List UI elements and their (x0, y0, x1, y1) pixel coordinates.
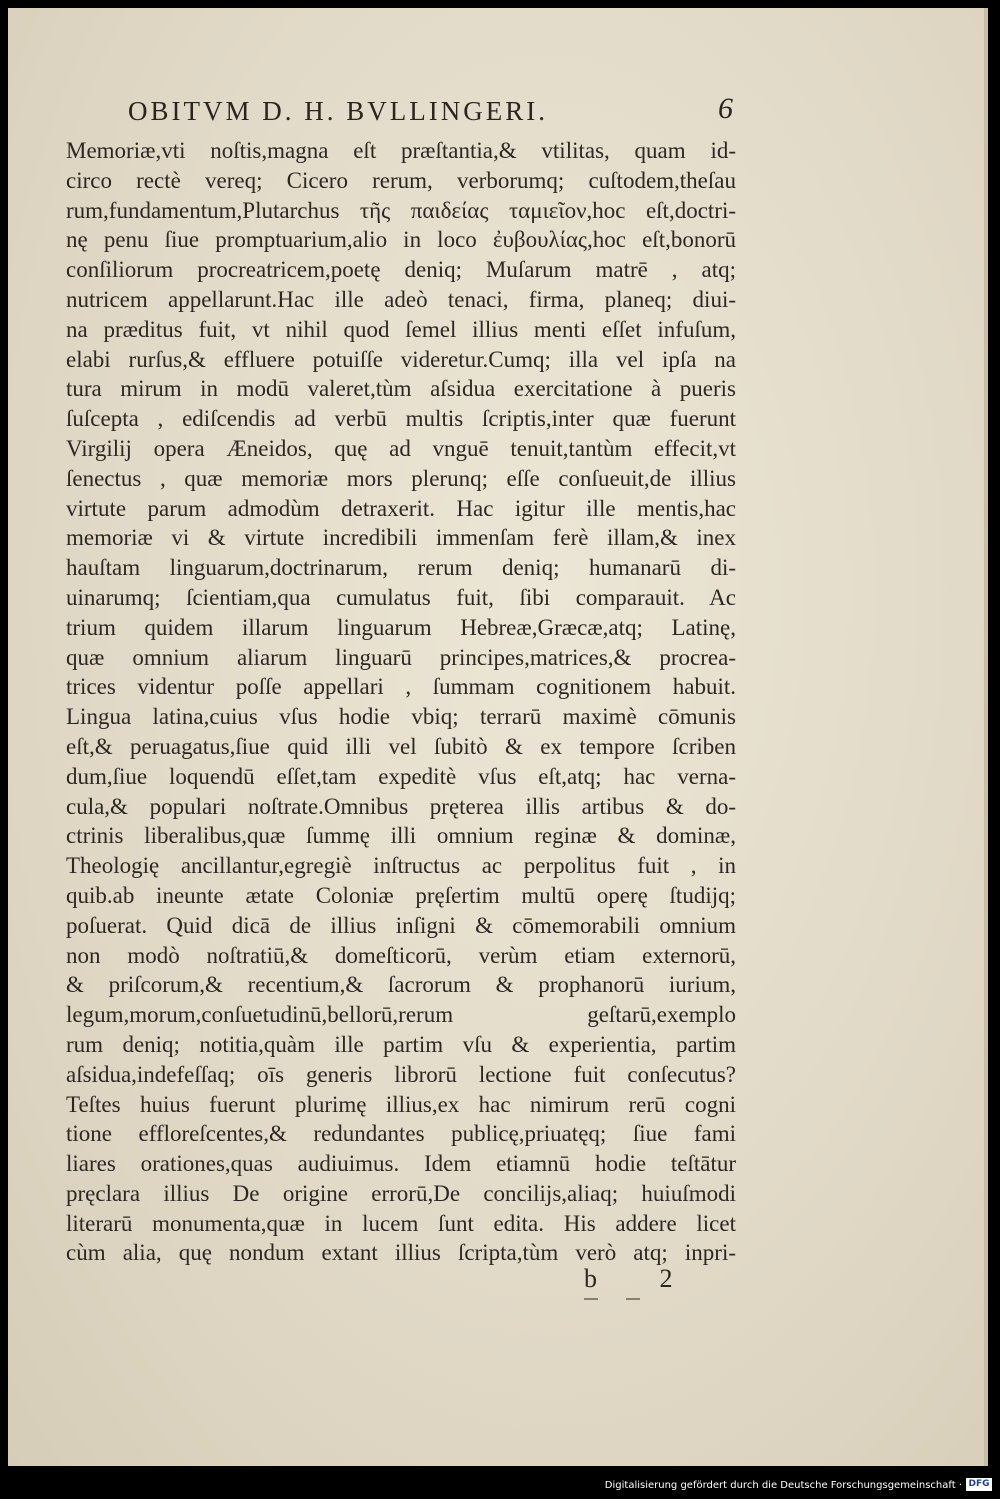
text-line: na præditus fuit, vt nihil quod ſemel illius menti eſſet infuſum, (66, 316, 736, 342)
text-line: Teſtes huius fuerunt plurimę illius,ex hac nimirum rerū cogni (66, 1091, 736, 1117)
text-line: cula,& populari noſtrate.Omnibus pręterea illis artibus & do- (66, 793, 736, 819)
text-line: Virgilij opera Æneidos, quę ad vnguē tenuit,tantùm effecit,vt (66, 435, 736, 461)
text-line: & priſcorum,& recentium,& ſacrorum & prophanorū iurium, (66, 972, 736, 998)
text-line: nutricem appellarunt.Hac ille adeò tenaci, firma, planeq; diui- (66, 286, 736, 312)
body-text (66, 136, 736, 1268)
page-header (128, 92, 733, 140)
dfg-logo: DFG (966, 1478, 992, 1491)
text-line: quib.ab ineunte ætate Coloniæ pręſertim multū operę ſtudijq; (66, 882, 736, 908)
text-line: eſt,& peruagatus,ſiue quid illi vel ſubitò & ex tempore ſcriben (66, 733, 736, 759)
signature-mark: b 2 (584, 1264, 701, 1293)
text-line: poſuerat. Quid dicā de illius inſigni & cōmemorabili omnium (66, 912, 736, 938)
text-line: rum deniq; notitia,quàm ille partim vſu & experientia, partim (66, 1031, 736, 1057)
text-line: memoriæ vi & virtute incredibili immenſam ferè illam,& inex (66, 525, 736, 551)
text-line: tione effloreſcentes,& redundantes publicę,priuatęq; ſiue fami (66, 1121, 736, 1147)
text-line: virtute parum admodùm detraxerit. Hac igitur ille mentis,hac (66, 495, 736, 521)
text-line: tura mirum in modū valeret,tùm aſsidua exercitatione à pueris (66, 376, 736, 402)
text-line: trium quidem illarum linguarum Hebreæ,Græcæ,atq; Latinę, (66, 614, 736, 640)
text-line: Memoriæ,vti noſtis,magna eſt præſtantia,& vtilitas, quam id- (66, 138, 736, 163)
signature-underline (582, 1298, 652, 1302)
text-line: trices videntur poſſe appellari , ſummam cognitionem habuit. (66, 674, 736, 700)
text-line: pręclara illius De origine errorū,De concilijs,aliaq; huiuſmodi (66, 1180, 736, 1206)
running-head: OBITVM D. H. BVLLINGERI. (128, 96, 548, 126)
text-line: elabi rurſus,& effluere potuiſſe videretur.Cumq; illa vel ipſa na (66, 346, 736, 372)
text-line: ſenectus , quæ memoriæ mors plerunq; eſſe conſueuit,de illius (66, 465, 736, 491)
page-edge (984, 8, 988, 1466)
text-line: aſsidua,indefeſſaq; oīs generis librorū lectione fuit conſecutus? (66, 1061, 736, 1087)
text-line: non modò noſtratiū,& domeſticorū, verùm etiam externorū, (66, 942, 736, 968)
text-line: quæ omnium aliarum linguarū principes,matrices,& procrea- (66, 644, 736, 670)
text-line: nę penu ſiue promptuarium,alio in loco ἐυβουλίας,hoc eſt,bonorū (66, 227, 736, 253)
text-line: liares orationes,quas audiuimus. Idem etiamnū hodie teſtātur (66, 1151, 736, 1177)
text-line: ctrinis liberalibus,quæ ſummę illi omnium reginæ & dominæ, (66, 823, 736, 849)
text-line: conſiliorum procreatricem,poetę deniq; Muſarum matrē , atq; (66, 257, 736, 283)
text-line: rum,fundamentum,Plutarchus τῆς παιδείας ταμιεῖον,hoc eſt,doctri- (66, 197, 736, 223)
book-page (8, 8, 988, 1466)
digitization-credit: Digitalisierung gefördert durch die Deutsche Forschungsgemeinschaft · (604, 1480, 962, 1491)
text-line: Theologię ancillantur,egregiè inſtructus ac perpolitus fuit , in (66, 853, 736, 879)
page-number: 6 (718, 92, 733, 125)
text-line: ſuſcepta , ediſcendis ad verbū multis ſcriptis,inter quæ fuerunt (66, 406, 736, 432)
text-line: Lingua latina,cuius vſus hodie vbiq; terrarū maximè cōmunis (66, 704, 736, 730)
text-line: uinarumq; ſcientiam,qua cumulatus fuit, ſibi comparauit. Ac (66, 584, 736, 610)
text-line: literarū monumenta,quæ in lucem ſunt edita. His addere licet (66, 1210, 736, 1236)
text-line: dum,ſiue loquendū eſſet,tam expeditè vſus eſt,atq; hac verna- (66, 763, 736, 789)
text-line: circo rectè vereq; Cicero rerum, verborumq; cuſtodem,theſau (66, 167, 736, 193)
text-line: cùm alia, quę nondum extant illius ſcripta,tùm verò atq; inpri- (66, 1240, 736, 1266)
text-line: hauſtam linguarum,doctrinarum, rerum deniq; humanarū di- (66, 555, 736, 581)
text-line: legum,morum,conſuetudinū,bellorū,rerum geſtarū,exemplo (66, 1002, 736, 1028)
